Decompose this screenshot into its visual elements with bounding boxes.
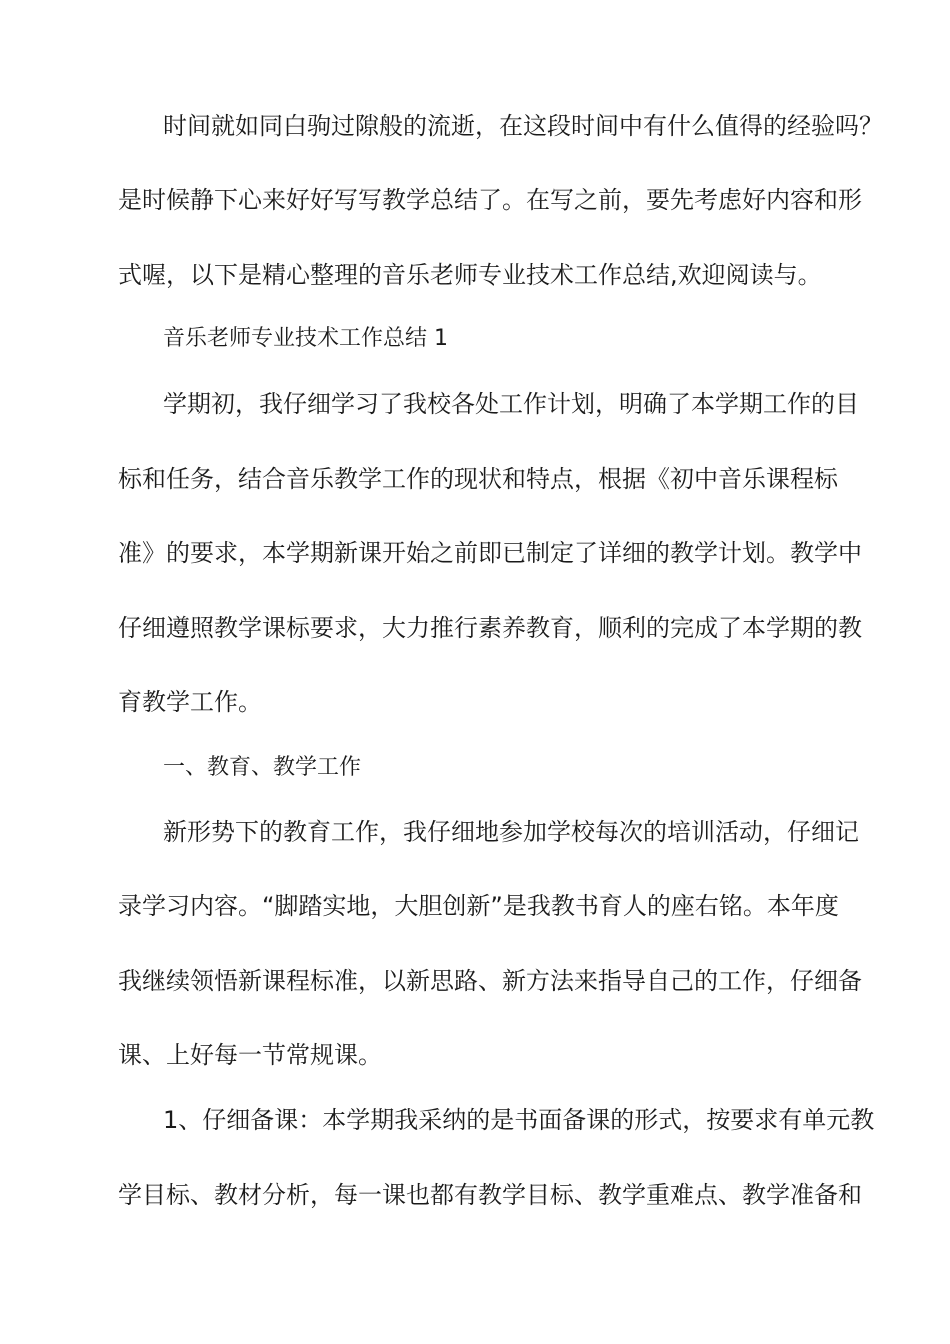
p1-line-4: 仔细遵照教学课标要求，大力推行素养教育，顺利的完成了本学期的教 xyxy=(118,614,862,642)
p2-line-3: 我继续领悟新课程标准，以新思路、新方法来指导自己的工作，仔细备 xyxy=(118,967,862,995)
p1-line-2: 标和任务，结合音乐教学工作的现状和特点，根据《初中音乐课程标 xyxy=(118,465,838,493)
p3-line-2: 学目标、教材分析，每一课也都有教学目标、教学重难点、教学准备和 xyxy=(118,1181,862,1209)
p1-line-1: 学期初，我仔细学习了我校各处工作计划，明确了本学期工作的目 xyxy=(163,390,859,418)
intro-line-1: 时间就如同白驹过隙般的流逝，在这段时间中有什么值得的经验吗？ xyxy=(163,112,883,140)
intro-line-3: 式喔，以下是精心整理的音乐老师专业技术工作总结,欢迎阅读与。 xyxy=(118,261,822,289)
p1-line-3: 准》的要求，本学期新课开始之前即已制定了详细的教学计划。教学中 xyxy=(118,539,862,567)
p2-line-1: 新形势下的教育工作，我仔细地参加学校每次的培训活动，仔细记 xyxy=(163,818,859,846)
p3-line-1: 1、仔细备课：本学期我采纳的是书面备课的形式，按要求有单元教 xyxy=(163,1106,875,1134)
p2-line-4: 课、上好每一节常规课。 xyxy=(118,1041,382,1069)
section-heading-1: 一、教育、教学工作 xyxy=(163,755,362,780)
p2-line-2: 录学习内容。“脚踏实地，大胆创新”是我教书育人的座右铭。本年度 xyxy=(118,892,839,920)
section-title-1: 音乐老师专业技术工作总结 1 xyxy=(163,326,448,351)
intro-line-2: 是时候静下心来好好写写教学总结了。在写之前，要先考虑好内容和形 xyxy=(118,186,862,214)
p1-line-5: 育教学工作。 xyxy=(118,688,262,716)
